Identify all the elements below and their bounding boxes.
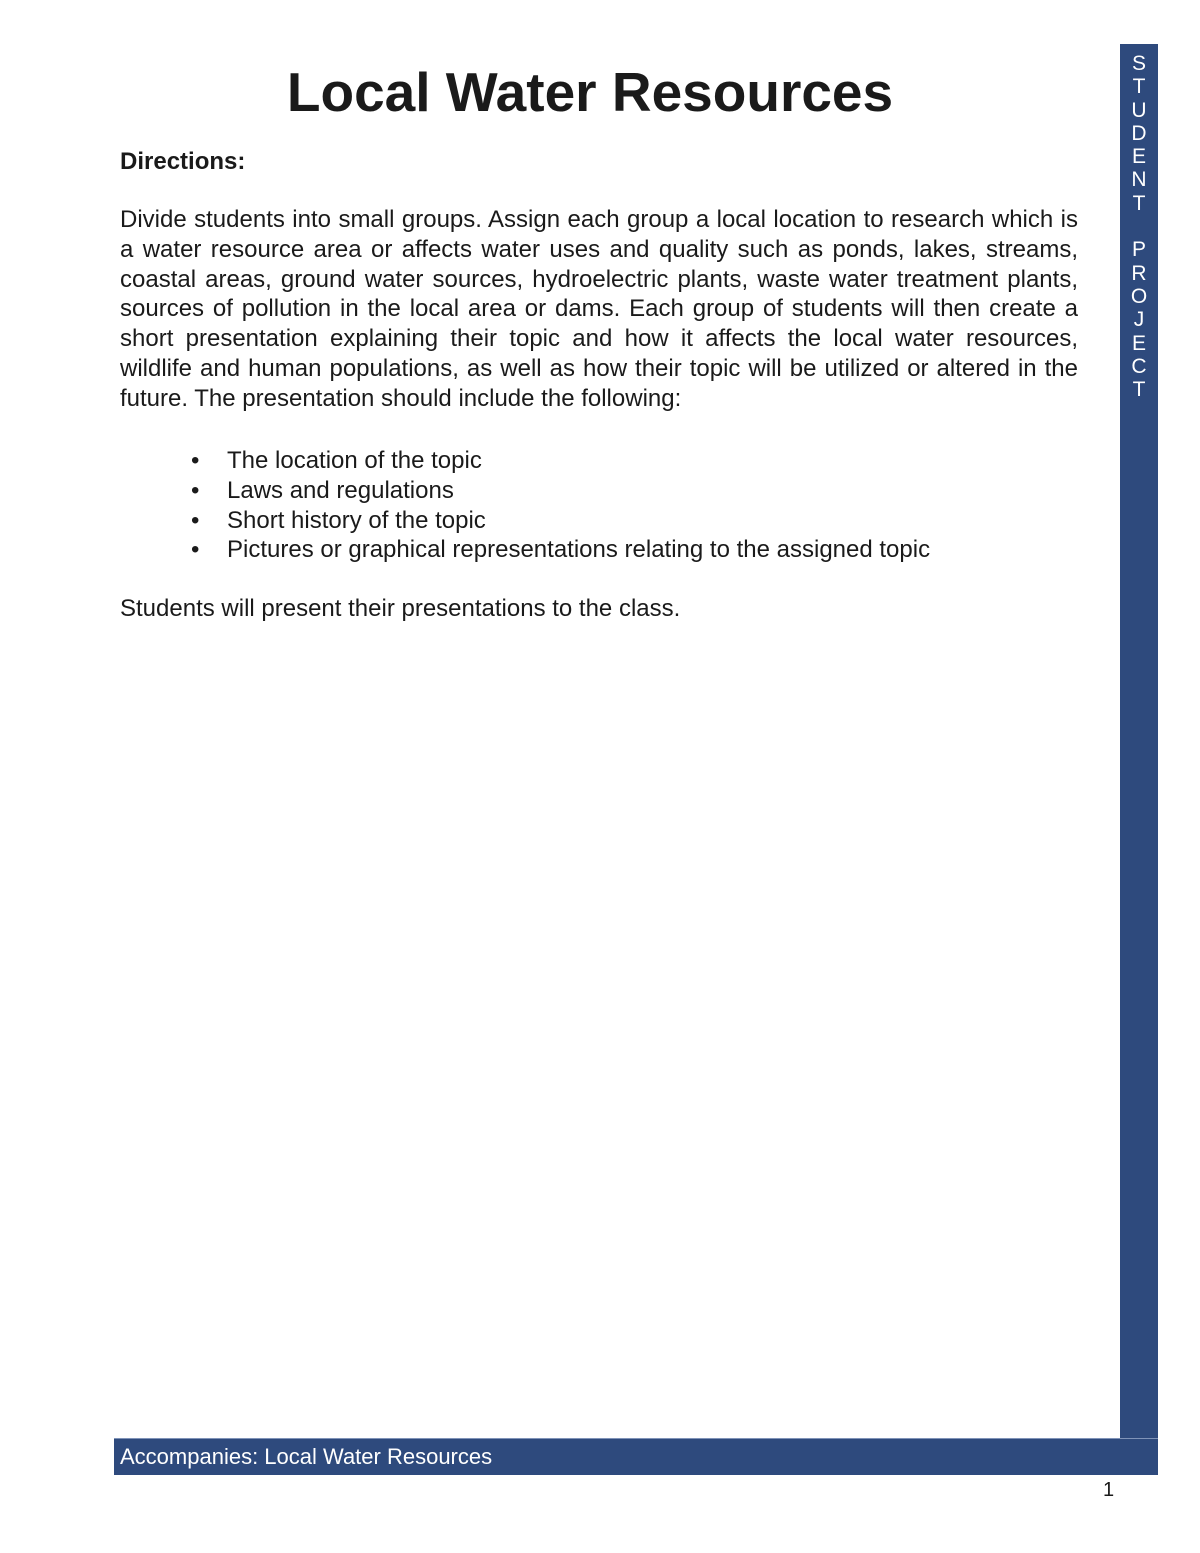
banner-letter: J [1133,308,1145,332]
requirements-list [186,446,930,565]
list-item-text: Short history of the topic [227,506,486,534]
banner-letter: E [1131,145,1146,169]
student-project-side-banner [1120,44,1158,1474]
page-title: Local Water Resources [286,61,894,123]
bullet-icon: • [191,506,200,534]
directions-paragraph: Divide students into small groups. Assign each group a local location to research which is a water resource area or affects water uses and quality such as ponds, lakes, streams, coastal areas, ground water sources, hydroelectric plants, waste water treatment plants, sources of pollution in the local area or dams. Each group of students will then create a short presentation explaining their topic and how it affects the local water resources, wildlife and human populations, as well as how their topic will be utilized or altered in the future. The presentation should include the following: [120,206,1078,412]
banner-letter: P [1131,238,1146,262]
bullet-icon: • [191,536,200,564]
list-item [186,476,930,506]
banner-letter [1120,215,1158,238]
bullet-icon: • [191,476,200,504]
page-number: 1 [1103,1479,1115,1501]
bullet-icon: • [191,447,200,474]
closing-sentence: Students will present their presentations to the class. [120,595,681,622]
list-item [186,535,930,565]
list-item [186,506,930,536]
banner-letter: D [1131,121,1147,145]
list-item-text: Pictures or graphical representations relating to the assigned topic [227,536,931,564]
banner-letter: T [1132,191,1146,215]
directions-heading: Directions: [120,148,246,175]
banner-letter: S [1131,52,1146,75]
list-item [186,446,930,476]
banner-letter: R [1131,261,1147,285]
banner-letter: O [1130,284,1148,308]
list-item-text: The location of the topic [227,447,482,474]
banner-letter: U [1131,98,1147,122]
banner-letter: E [1131,331,1146,355]
footer-banner [114,1438,1158,1475]
banner-letter: T [1132,378,1146,402]
footer-accompanies-text: Accompanies: Local Water Resources [120,1444,493,1469]
banner-letter: C [1131,354,1147,378]
banner-letter: T [1132,75,1146,99]
banner-letter: N [1131,168,1147,192]
list-item-text: Laws and regulations [227,476,454,504]
